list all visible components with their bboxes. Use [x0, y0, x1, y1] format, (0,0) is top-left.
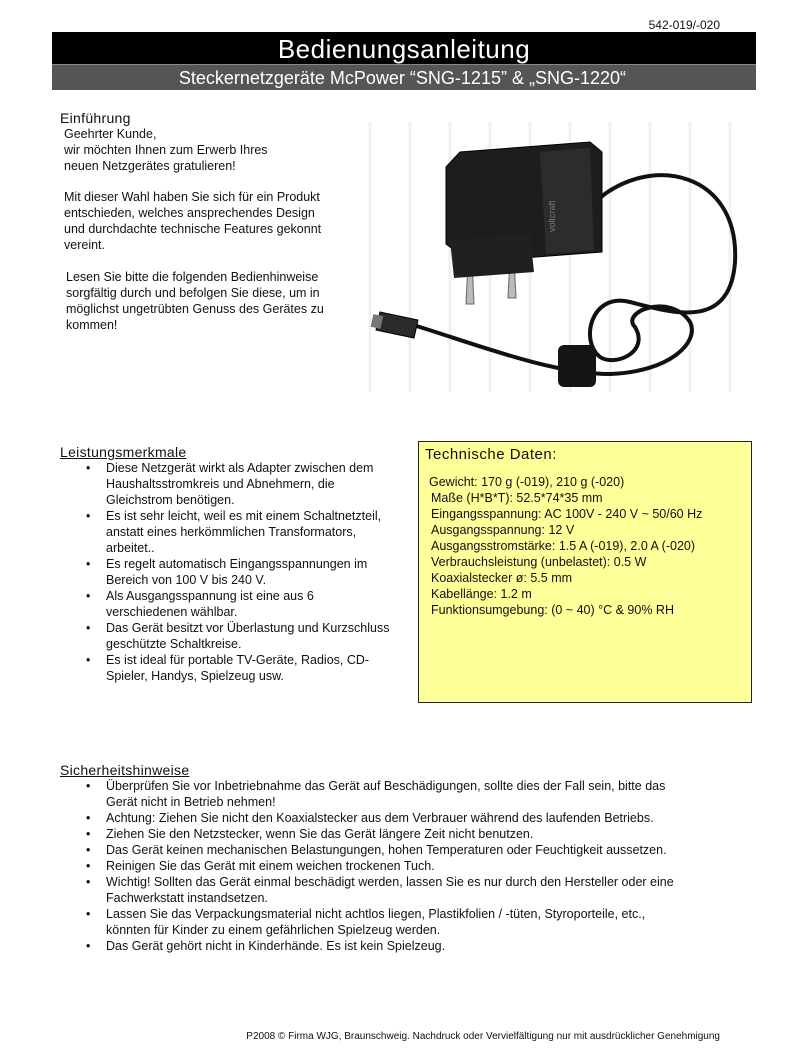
text-line: • Als Ausgangsspannung ist eine aus 6 [106, 589, 314, 603]
tech-item-idle-power: Verbrauchsleistung (unbelastet): 0.5 W [431, 555, 647, 569]
safety-list [60, 778, 750, 954]
tech-item-coax-plug: Koaxialstecker ø: 5.5 mm [431, 571, 573, 585]
safety-heading: Sicherheitshinweise [60, 762, 190, 778]
list-item [60, 858, 750, 874]
text-line: • Das Gerät besitzt vor Überlastung und Kurzschluss [106, 621, 390, 635]
text-line: kommen! [66, 318, 118, 332]
text-line: anstatt eines herkömmlichen Transformators, [106, 525, 357, 539]
text-line: • Lassen Sie das Verpackungsmaterial nicht achtlos liegen, Plastikfolien / -tüten, Styroporteile, etc., [106, 907, 646, 921]
text-line: vereint. [64, 238, 105, 252]
tech-item-output-voltage: Ausgangsspannung: 12 V [431, 523, 575, 537]
features-heading: Leistungsmerkmale [60, 444, 187, 460]
text-line: Gerät nicht in Betrieb nehmen! [106, 795, 276, 809]
list-item [60, 842, 750, 858]
text-line: Bereich von 100 V bis 240 V. [106, 573, 267, 587]
list-item [60, 874, 750, 906]
text-line: Lesen Sie bitte die folgenden Bedienhinweise [66, 270, 319, 284]
text-line: • Es regelt automatisch Eingangsspannungen im [106, 557, 368, 571]
text-line: • Diese Netzgerät wirkt als Adapter zwischen dem [106, 461, 374, 475]
footer-copyright: P2008 © Firma WJG, Braunschweig. Nachdruck oder Vervielfältigung nur mit ausdrücklicher Genehmigung [246, 1031, 720, 1042]
text-line: • Es ist sehr leicht, weil es mit einem Schaltnetzteil, [106, 509, 382, 523]
text-line: entschieden, welches ansprechendes Design [64, 206, 315, 220]
ferrite-core [558, 345, 596, 387]
text-line: • Das Gerät keinen mechanischen Belastungungen, hohen Temperaturen oder Feuchtigkeit aussetzen. [106, 843, 667, 857]
text-line: möglichst ungetrübten Genuss des Gerätes zu [66, 302, 324, 316]
text-line: • Reinigen Sie das Gerät mit einem weichen trockenen Tuch. [106, 859, 435, 873]
technical-data-box [418, 441, 752, 703]
text-line: geschützte Schaltkreise. [106, 637, 242, 651]
plug-base [450, 234, 534, 278]
text-line: • Überprüfen Sie vor Inbetriebnahme das Gerät auf Beschädigungen, sollte dies der Fall sein, bitte das [106, 779, 666, 793]
intro-paragraph-2 [66, 269, 324, 333]
page-subtitle: Steckernetzgeräte McPower “SNG-1215” & „SNG-1220“ [52, 64, 756, 90]
tech-item-environment: Funktionsumgebung: (0 ~ 40) °C & 90% RH [431, 603, 674, 617]
text-line: Spieler, Handys, Spielzeug usw. [106, 669, 284, 683]
features-list [60, 460, 412, 684]
text-line: neuen Netzgerätes gratulieren! [64, 159, 236, 173]
text-line: könnten für Kinder zu einem gefährlichen Spielzeug werden. [106, 923, 441, 937]
text-line: Haushaltsstromkreis und Abnehmern, die [106, 477, 335, 491]
text-line: und durchdachte technische Features gekonnt [64, 222, 322, 236]
barrel-connector [376, 312, 418, 338]
text-line: Geehrter Kunde, [64, 127, 157, 141]
list-item [60, 778, 750, 810]
text-line: Fachwerkstatt instandsetzen. [106, 891, 268, 905]
text-line: • Wichtig! Sollten das Gerät einmal beschädigt werden, lassen Sie es nur durch den Hersteller oder eine [106, 875, 674, 889]
text-line: Mit dieser Wahl haben Sie sich für ein Produkt [64, 190, 320, 204]
adapter-brand-label: voltcraft [547, 200, 557, 232]
list-item [60, 826, 750, 842]
intro-paragraph-1 [64, 189, 321, 253]
text-line: • Achtung: Ziehen Sie nicht den Koaxialstecker aus dem Verbrauer während des laufenden Betriebs. [106, 811, 654, 825]
intro-heading: Einführung [60, 110, 131, 126]
intro-greeting [64, 126, 268, 174]
text-line: verschiedenen wählbar. [106, 605, 238, 619]
list-item [60, 588, 412, 620]
text-line: • Es ist ideal für portable TV-Geräte, Radios, CD- [106, 653, 370, 667]
list-item [60, 938, 750, 954]
list-item [60, 810, 750, 826]
list-item [60, 508, 412, 556]
document-number: 542-019/-020 [648, 18, 720, 32]
text-line: • Das Gerät gehört nicht in Kinderhände. Es ist kein Spielzeug. [106, 939, 446, 953]
list-item [60, 556, 412, 588]
tech-list [431, 474, 702, 618]
tech-item-output-current: Ausgangsstromstärke: 1.5 A (-019), 2.0 A (-020) [431, 539, 696, 553]
tech-heading: Technische Daten: [425, 446, 557, 463]
tech-item-cable-length: Kabellänge: 1.2 m [431, 587, 532, 601]
list-item [60, 906, 750, 938]
tech-item-weight: Gewicht: 170 g (-019), 210 g (-020) [429, 475, 625, 489]
list-item [60, 620, 412, 652]
text-line: arbeitet.. [106, 541, 155, 555]
list-item [60, 652, 412, 684]
list-item [60, 460, 412, 508]
text-line: • Ziehen Sie den Netzstecker, wenn Sie das Gerät längere Zeit nicht benutzen. [106, 827, 534, 841]
text-line: Gleichstrom benötigen. [106, 493, 235, 507]
text-line: wir möchten Ihnen zum Erwerb Ihres [64, 143, 268, 157]
power-adapter-photo [350, 112, 755, 417]
page-title: Bedienungsanleitung [52, 32, 756, 64]
tech-item-input-voltage: Eingangsspannung: AC 100V - 240 V ~ 50/60 Hz [431, 507, 703, 521]
text-line: sorgfältig durch und befolgen Sie diese, um in [66, 286, 320, 300]
tech-item-dimensions: Maße (H*B*T): 52.5*74*35 mm [431, 491, 603, 505]
